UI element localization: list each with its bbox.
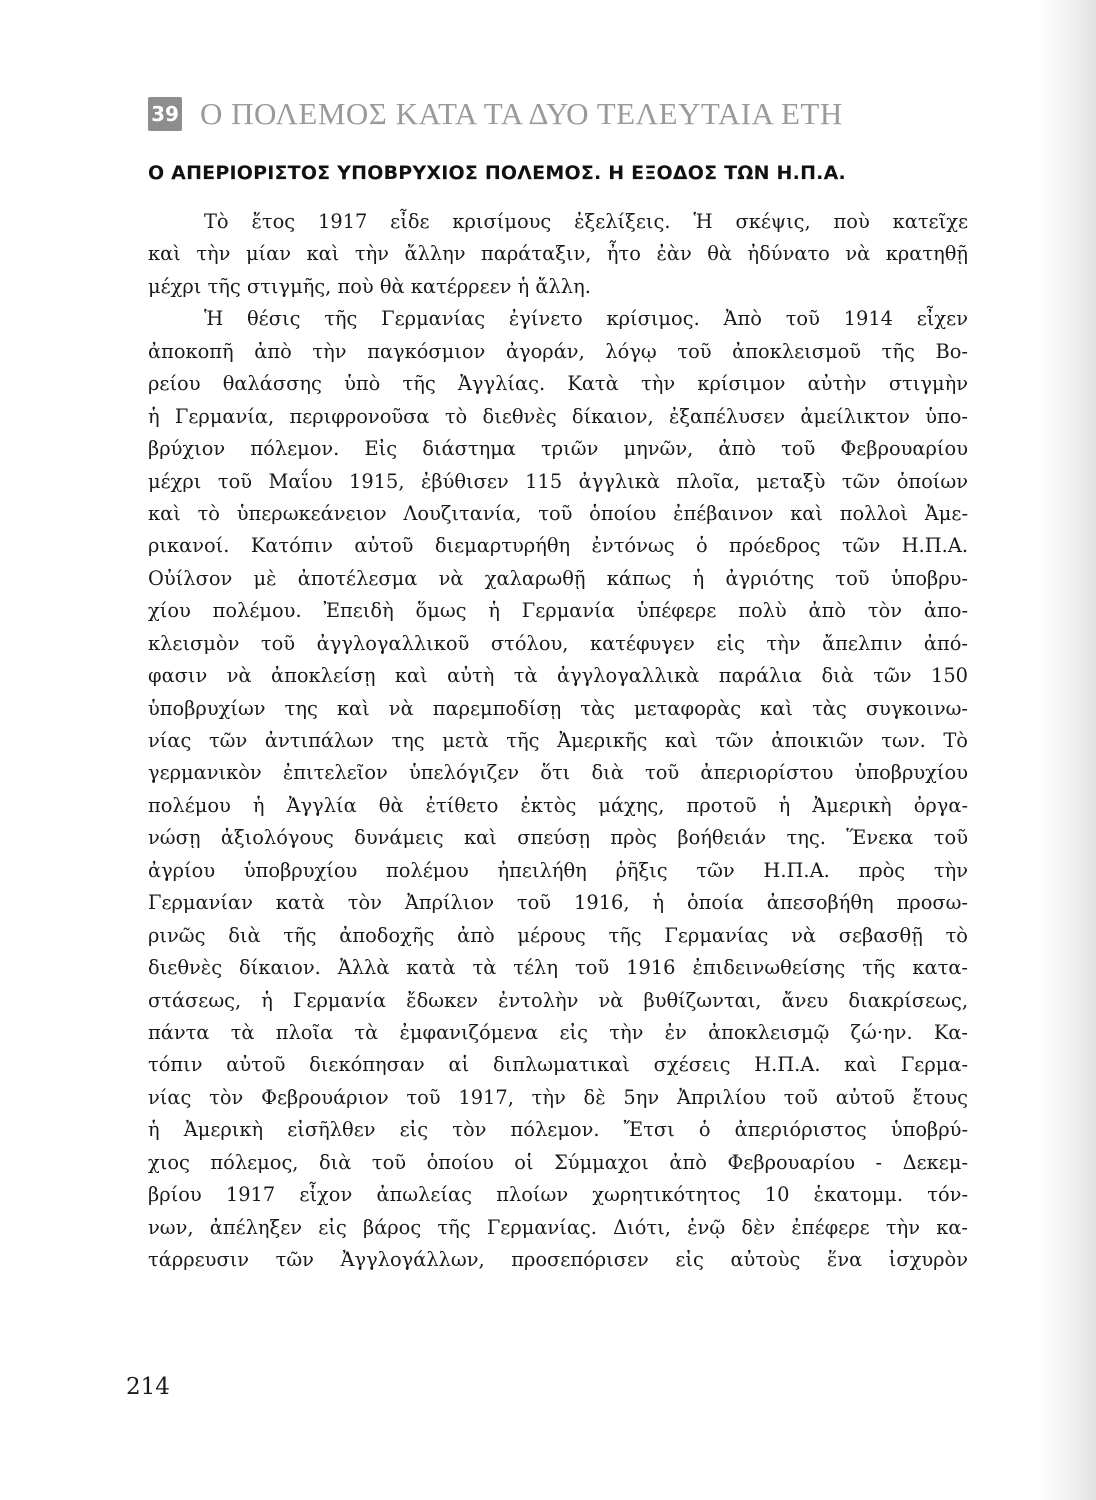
text-line: μέχρι τῆς στιγμῆς, ποὺ θὰ κατέρρεεν ἡ ἄλλη. — [148, 274, 591, 298]
text-line: καὶ τὴν μίαν καὶ τὴν ἄλλην παράταξιν, ἦτο ἐὰν θὰ ἠδύνατο νὰ κρατηθῇ — [148, 242, 968, 266]
text-line: νίας τὸν Φεβρουάριον τοῦ 1917, τὴν δὲ 5ην Ἀπριλίου τοῦ αὐτοῦ ἔτους — [148, 1085, 968, 1109]
chapter-header — [148, 96, 908, 132]
text-line: νίας τῶν ἀντιπάλων της μετὰ τῆς Ἀμερικῆς καὶ τῶν ἀποικιῶν των. Τὸ — [148, 729, 968, 752]
section-title: Ο ΑΠΕΡΙΟΡΙΣΤΟΣ ΥΠΟΒΡΥΧΙΟΣ ΠΟΛΕΜΟΣ. Η ΕΞΟΔΟΣ ΤΩΝ Η.Π.Α. — [148, 162, 846, 184]
text-line: ἀγρίου ὑποβρυχίου πολέμου ἠπειλήθη ῥῆξις τῶν Η.Π.Α. πρὸς τὴν — [148, 858, 968, 882]
text-line: ἡ Ἀμερικὴ εἰσῆλθεν εἰς τὸν πόλεμον. Ἔτσι ὁ ἀπεριόριστος ὑποβρύ- — [148, 1118, 968, 1142]
chapter-number-badge: 39 — [148, 97, 182, 131]
body-text — [148, 206, 968, 1276]
text-line: στάσεως, ἡ Γερμανία ἔδωκεν ἐντολὴν νὰ βυθίζωνται, ἄνευ διακρίσεως, — [148, 988, 968, 1012]
page-edge-shadow — [1038, 0, 1096, 1500]
text-line: τάρρευσιν τῶν Ἀγγλογάλλων, προσεπόρισεν εἰς αὐτοὺς ἕνα ἰσχυρὸν — [148, 1248, 968, 1271]
text-line: βρύχιον πόλεμον. Εἰς διάστημα τριῶν μηνῶν, ἀπὸ τοῦ Φεβρουαρίου — [148, 437, 968, 461]
text-line: γερμανικὸν ἐπιτελεῖον ὑπελόγιζεν ὅτι διὰ τοῦ ἀπεριορίστου ὑποβρυχίου — [148, 761, 968, 785]
text-line: ρινῶς διὰ τῆς ἀποδοχῆς ἀπὸ μέρους τῆς Γερμανίας νὰ σεβασθῇ τὸ — [148, 923, 968, 947]
text-line: νων, ἀπέληξεν εἰς βάρος τῆς Γερμανίας. Διότι, ἐνῷ δὲν ἐπέφερε τὴν κα- — [148, 1215, 968, 1239]
text-line: φασιν νὰ ἀποκλείσῃ καὶ αὐτὴ τὰ ἀγγλογαλλικὰ παράλια διὰ τῶν 150 — [148, 664, 968, 688]
chapter-title: Ο ΠΟΛΕΜΟΣ ΚΑΤΑ ΤΑ ΔΥΟ ΤΕΛΕΥΤΑΙΑ ΕΤΗ — [200, 96, 843, 131]
text-line: ὑποβρυχίων της καὶ νὰ παρεμποδίσῃ τὰς μεταφορὰς καὶ τὰς συγκοινω- — [148, 696, 968, 720]
text-line: ρείου θαλάσσης ὑπὸ τῆς Ἀγγλίας. Κατὰ τὴν κρίσιμον αὐτὴν στιγμὴν — [148, 372, 968, 396]
text-line: Οὐίλσον μὲ ἀποτέλεσμα νὰ χαλαρωθῇ κάπως ἡ ἀγριότης τοῦ ὑποβρυ- — [148, 566, 968, 590]
text-line: ἀποκοπῆ ἀπὸ τὴν παγκόσμιον ἀγοράν, λόγῳ τοῦ ἀποκλεισμοῦ τῆς Βο- — [148, 339, 968, 363]
page-number: 214 — [126, 1374, 170, 1400]
text-line: κλεισμὸν τοῦ ἀγγλογαλλικοῦ στόλου, κατέφυγεν εἰς τὴν ἄπελπιν ἀπό- — [148, 631, 968, 655]
text-line: χιος πόλεμος, διὰ τοῦ ὁποίου οἱ Σύμμαχοι ἀπὸ Φεβρουαρίου - Δεκεμ- — [148, 1150, 968, 1174]
text-line: βρίου 1917 εἶχον ἀπωλείας πλοίων χωρητικότητος 10 ἑκατομμ. τόν- — [148, 1183, 968, 1207]
text-line: διεθνὲς δίκαιον. Ἀλλὰ κατὰ τὰ τέλη τοῦ 1916 ἐπιδεινωθείσης τῆς κατα- — [148, 956, 968, 980]
text-line: Τὸ ἔτος 1917 εἶδε κρισίμους ἐξελίξεις. Ἡ σκέψις, ποὺ κατεῖχε — [204, 210, 968, 233]
text-line: χίου πολέμου. Ἐπειδὴ ὅμως ἡ Γερμανία ὑπέφερε πολὺ ἀπὸ τὸν ἀπο- — [148, 599, 968, 623]
text-line: πάντα τὰ πλοῖα τὰ ἐμφανιζόμενα εἰς τὴν ἐν ἀποκλεισμῷ ζώ·ην. Κα- — [148, 1020, 968, 1044]
text-line: τόπιν αὐτοῦ διεκόπησαν αἱ διπλωματικαὶ σχέσεις Η.Π.Α. καὶ Γερμα- — [148, 1053, 968, 1077]
text-line: μέχρι τοῦ Μαΐου 1915, ἐβύθισεν 115 ἀγγλικὰ πλοῖα, μεταξὺ τῶν ὁποίων — [148, 469, 968, 493]
text-line: ρικανοί. Κατόπιν αὐτοῦ διεμαρτυρήθη ἐντόνως ὁ πρόεδρος τῶν Η.Π.Α. — [148, 534, 968, 558]
text-line: νώσῃ ἀξιολόγους δυνάμεις καὶ σπεύσῃ πρὸς βοήθειάν της. Ἕνεκα τοῦ — [148, 826, 968, 850]
text-line: Γερμανίαν κατὰ τὸν Ἀπρίλιον τοῦ 1916, ἡ ὁποία ἀπεσοβήθη προσω- — [148, 891, 968, 915]
text-line: Ἡ θέσις τῆς Γερμανίας ἐγίνετο κρίσιμος. Ἀπὸ τοῦ 1914 εἶχεν — [204, 307, 968, 331]
text-line: καὶ τὸ ὑπερωκεάνειον Λουζιτανία, τοῦ ὁποίου ἐπέβαινον καὶ πολλοὶ Ἀμε- — [148, 501, 968, 525]
text-line: ἡ Γερμανία, περιφρονοῦσα τὸ διεθνὲς δίκαιον, ἐξαπέλυσεν ἀμείλικτον ὑπο- — [148, 404, 968, 428]
text-line: πολέμου ἡ Ἀγγλία θὰ ἐτίθετο ἐκτὸς μάχης, προτοῦ ἡ Ἀμερικὴ ὀργα- — [148, 793, 968, 817]
